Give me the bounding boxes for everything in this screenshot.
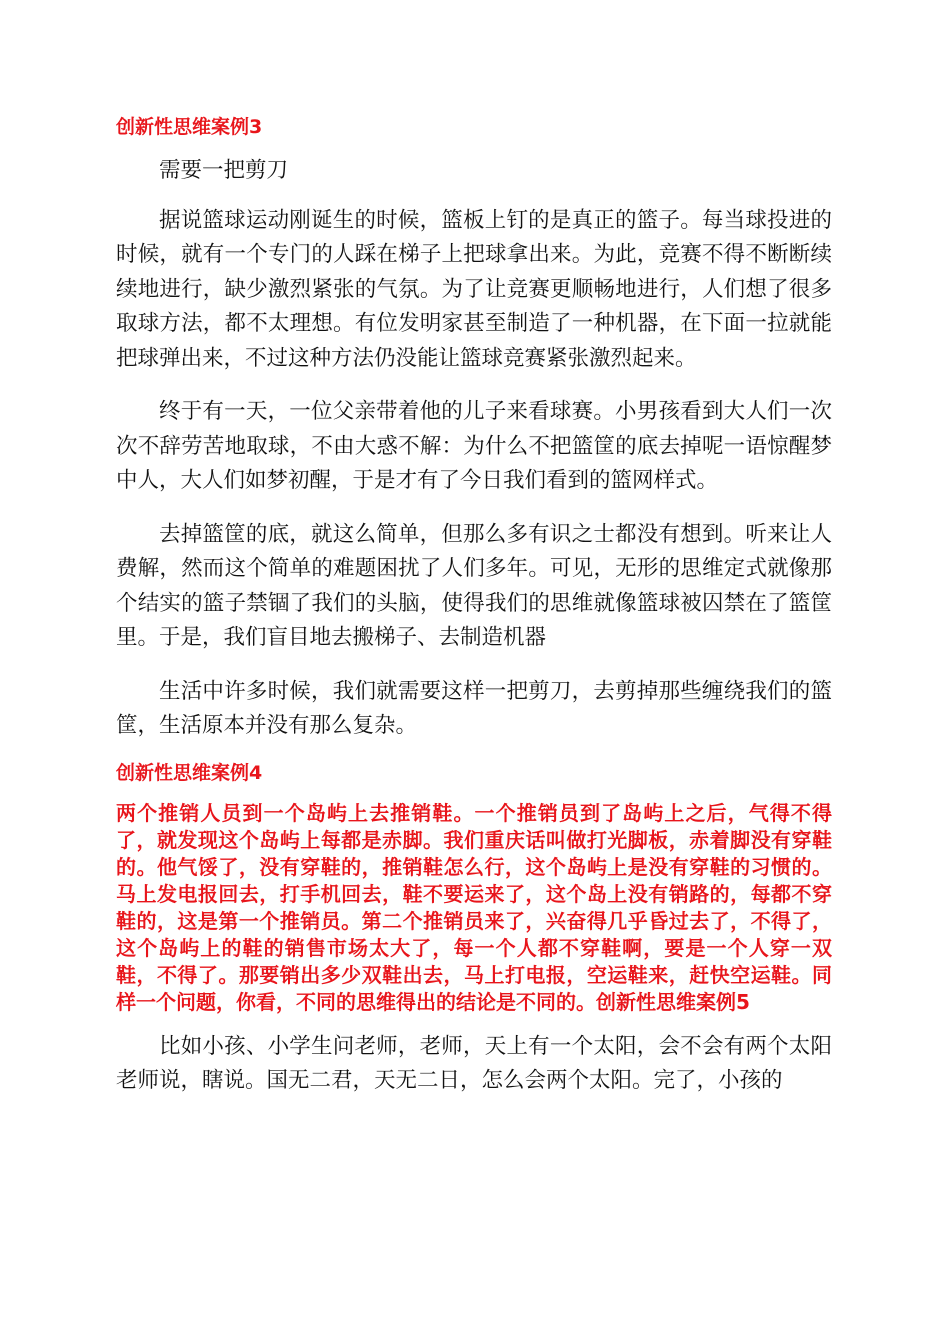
paragraph-boy-question: 终于有一天，一位父亲带着他的儿子来看球赛。小男孩看到大人们一次次不辞劳苦地取球，不由大惑不解：为什么不把篮筐的底去掉呢一语惊醒梦中人，大人们如梦初醒，于是才有了今日我们看到的篮网样式。: [116, 399, 832, 493]
subtitle-scissors: 需要一把剪刀: [159, 158, 289, 183]
heading-case-3: 创新性思维案例3: [116, 116, 263, 138]
paragraph-scissors-moral: 生活中许多时候，我们就需要这样一把剪刀，去剪掉那些缠绕我们的篮筐，生活原本并没有那么复杂。: [116, 678, 832, 738]
heading-case-4: 创新性思维案例4: [116, 761, 263, 784]
paragraph-basketball-origin: 据说篮球运动刚诞生的时候，篮板上钉的是真正的篮子。每当球投进的时候，就有一个专门的人踩在梯子上把球拿出来。为此，竞赛不得不断断续续地进行，缺少激烈紧张的气氛。为了让竞赛更顺畅地进行，人们想了很多取球方法，都不太理想。有位发明家甚至制造了一种机器，在下面一拉就能把球弹出来，不过这种方法仍没能让篮球竞赛紧张激烈起来。: [116, 207, 832, 371]
paragraph-two-suns: 比如小孩、小学生问老师，老师，天上有一个太阳，会不会有两个太阳老师说，瞎说。国无二君，天无二日，怎么会两个太阳。完了，小孩的: [116, 1033, 832, 1093]
paragraph-shoe-salesmen: 两个推销人员到一个岛屿上去推销鞋。一个推销员到了岛屿上之后，气得不得了，就发现这个岛屿上每都是赤脚。我们重庆话叫做打光脚板，赤着脚没有穿鞋的。他气馁了，没有穿鞋的，推销鞋怎么行，这个岛屿上是没有穿鞋的习惯的。马上发电报回去，打手机回去，鞋不要运来了，这个岛上没有销路的，每都不穿鞋的，这是第一个推销员。第二个推销员来了，兴奋得几乎昏过去了，不得了，这个岛屿上的鞋的销售市场太大了，每一个人都不穿鞋啊，要是一个人穿一双鞋，不得了。那要销出多少双鞋出去，马上打电报，空运鞋来，赶快空运鞋。同样一个问题，你看，不同的思维得出的结论是不同的。创新性思维案例5: [116, 800, 832, 1014]
document-content: [116, 112, 832, 1099]
paragraph-mindset: 去掉篮筐的底，就这么简单，但那么多有识之士都没有想到。听来让人费解，然而这个简单的难题困扰了人们多年。可见，无形的思维定式就像那个结实的篮子禁锢了我们的头脑，使得我们的思维就像篮球被囚禁在了篮筐里。于是，我们盲目地去搬梯子、去制造机器: [116, 521, 832, 650]
